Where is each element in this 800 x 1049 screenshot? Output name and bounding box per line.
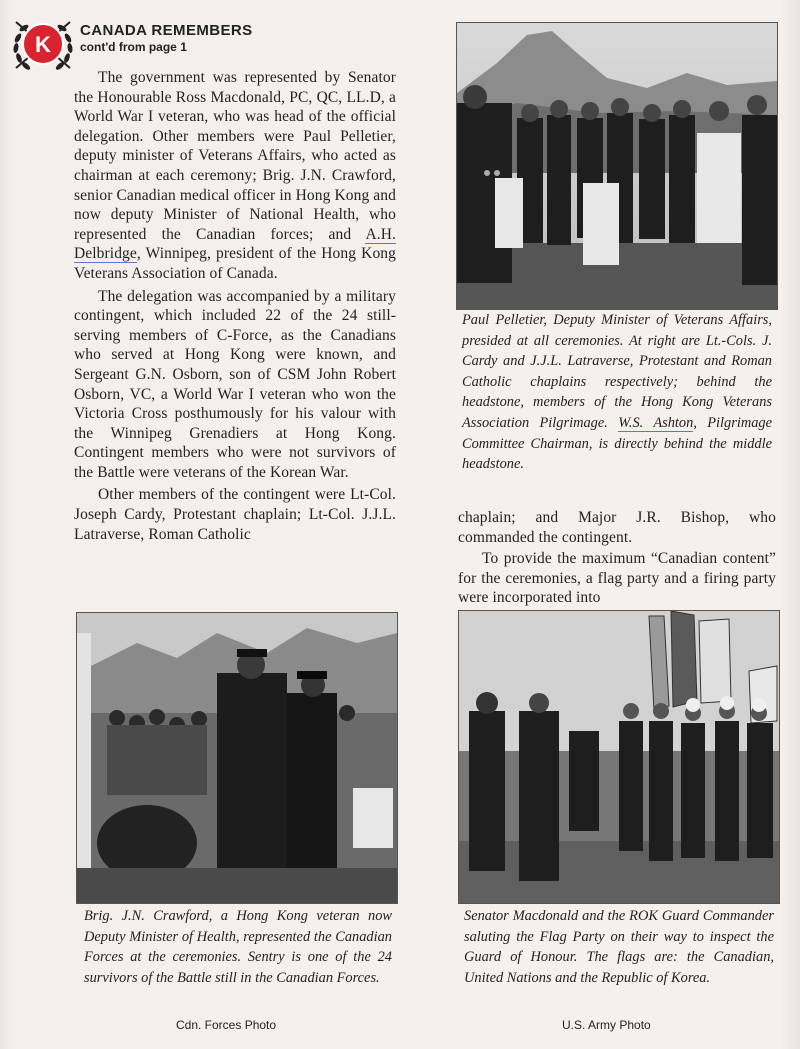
right-article-column <box>458 508 776 608</box>
left-article-column <box>74 68 396 544</box>
photo-credit: U.S. Army Photo <box>562 1018 651 1032</box>
article-paragraph: To provide the maximum “Canadian content” for the ceremonies, a flag party and a firing party were incorporated into <box>458 550 776 607</box>
ceremony-photo-caption: Paul Pelletier, Deputy Minister of Veterans Affairs, presided at all ceremonies. At right are Lt.-Cols. J. Cardy and J.J.L. Latraverse, Protestant and Roman Catholic chaplains respectively; behind the headstone, members of the Hong Kong Veterans Association Pilgrimage. W.S. Ashton, Pilgrimage Committee Chairman, is directly behind the middle headstone. <box>462 312 773 473</box>
article-paragraph: The delegation was accompanied by a military contingent, which included 22 of the 24 still-serving members of C-Force, as the Canadians who served at Hong Kong were known, and Sergeant G.N. Osborn, son of CSM John Robert Osborn, VC, a World War I veteran who won the Victoria Cross posthumously for his valour with the Winnipeg Grenadiers at Hong Kong. Contingent members who were not survivors of the Battle were veterans of the Korean War. <box>74 287 396 481</box>
handwritten-underline-name: A.H. Delbridge <box>74 225 396 263</box>
photo-credit: Cdn. Forces Photo <box>176 1018 277 1032</box>
crawford-photo-caption: Brig. J.N. Crawford, a Hong Kong veteran now Deputy Minister of Health, represented the Canadian Forces at the ceremonies. Sentry is one of the 24 survivors of the Battle still in the Canadian Forces. <box>84 908 392 986</box>
continued-note: cont'd from page 1 <box>80 40 187 54</box>
crawford-salute-photo <box>76 612 398 904</box>
article-paragraph: The government was represented by Senator the Honourable Ross Macdonald, PC, QC, LL.D, a World War I veteran, who was head of the official delegation. Other members were Paul Pelletier, deputy minister of Veterans Affairs, who acted as chairman at each ceremony; Brig. J.N. Crawford, senior Canadian medical officer in Hong Kong and now deputy Minister of National Health, who represented the Canadian forces; and A.H. Delbridge, Winnipeg, president of the Hong Kong Veterans Association of Canada. <box>74 69 396 282</box>
logo-letter: K <box>35 32 51 57</box>
page-title: CANADA REMEMBERS <box>80 22 253 39</box>
article-paragraph: chaplain; and Major J.R. Bishop, who commanded the contingent. <box>458 509 776 546</box>
k-wreath-logo-icon <box>6 8 80 82</box>
flag-party-photo <box>458 610 780 904</box>
article-paragraph: Other members of the contingent were Lt-Col. Joseph Cardy, Protestant chaplain; Lt-Col. J.J.L. Latraverse, Roman Catholic <box>74 486 396 543</box>
handwritten-underline-name: W.S. Ashton <box>618 414 694 431</box>
flag-party-photo-caption: Senator Macdonald and the ROK Guard Commander saluting the Flag Party on their way to inspect the Guard of Honour. The flags are: the Canadian, United Nations and the Republic of Korea. <box>464 908 774 986</box>
ceremony-photo <box>456 22 778 310</box>
